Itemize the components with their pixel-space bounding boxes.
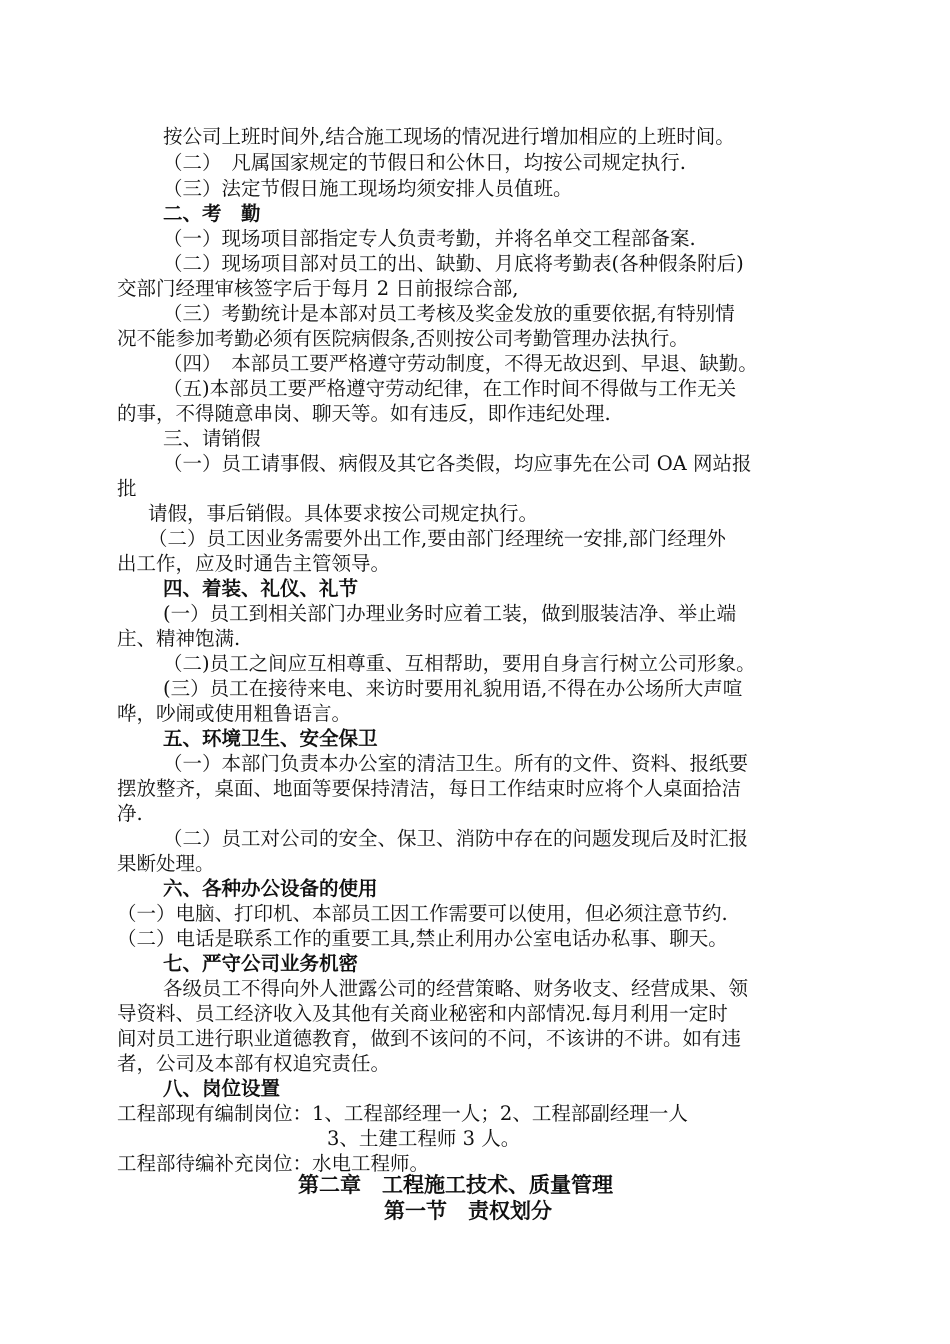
section-heading-equipment: 六、各种办公设备的使用: [163, 877, 378, 900]
paragraph-line: (一）员工到相关部门办理业务时应着工装，做到服装洁净、举止端: [163, 602, 737, 625]
paragraph-line: 工程部现有编制岗位：1、工程部经理一人；2、工程部副经理一人: [117, 1102, 688, 1125]
paragraph-line: 各级员工不得向外人泄露公司的经营策略、财务收支、经营成果、领: [163, 977, 749, 1000]
paragraph-line: 况不能参加考勤必须有医院病假条,否则按公司考勤管理办法执行。: [117, 327, 689, 350]
chapter-title: 第二章 工程施工技术、质量管理: [298, 1172, 613, 1197]
paragraph-line: （四） 本部员工要严格遵守劳动制度，不得无故迟到、早退、缺勤。: [163, 352, 758, 375]
paragraph-line: 间对员工进行职业道德教育，做到不该问的不问，不该讲的不讲。如有违: [117, 1027, 742, 1050]
paragraph-line: （一）员工请事假、病假及其它各类假，均应事先在公司 OA 网站报: [163, 452, 752, 475]
paragraph-line: 摆放整齐，桌面、地面等要保持清洁，每日工作结束时应将个人桌面拾洁: [117, 777, 742, 800]
section-heading-attendance: 二、考 勤: [163, 202, 261, 225]
paragraph-line: （一）电脑、打印机、本部员工因工作需要可以使用，但必须注意节约.: [117, 902, 728, 925]
paragraph-line: （二）员工因业务需要外出工作,要由部门经理统一安排,部门经理外: [148, 527, 726, 550]
paragraph-line: （一）现场项目部指定专人负责考勤，并将名单交工程部备案.: [163, 227, 696, 250]
paragraph-line: 庄、精神饱满.: [117, 627, 241, 650]
paragraph-line: （五)本部员工要严格遵守劳动纪律，在工作时间不得做与工作无关: [163, 377, 737, 400]
paragraph-line: 的事，不得随意串岗、聊天等。如有违反，即作违纪处理.: [117, 402, 611, 425]
paragraph-line: (三）员工在接待来电、来访时要用礼貌用语,不得在办公场所大声喧: [163, 677, 743, 700]
paragraph-line: 果断处理。: [117, 852, 215, 875]
section-heading-hygiene: 五、环境卫生、安全保卫: [163, 727, 378, 750]
paragraph-line: 导资料、员工经济收入及其他有关商业秘密和内部情况.每月利用一定时: [117, 1002, 728, 1025]
paragraph-line: （二）现场项目部对员工的出、缺勤、月底将考勤表(各种假条附后): [163, 252, 744, 275]
paragraph-line: （二)员工之间应互相尊重、互相帮助，要用自身言行树立公司形象。: [163, 652, 756, 675]
paragraph-line: （二） 凡属国家规定的节假日和公休日，均按公司规定执行.: [163, 151, 686, 174]
paragraph-line: 按公司上班时间外,结合施工现场的情况进行增加相应的上班时间。: [163, 125, 735, 148]
paragraph-line: （二）电话是联系工作的重要工具,禁止利用办公室电话办私事、聊天。: [117, 927, 728, 950]
paragraph-line: 批: [117, 477, 137, 500]
section-title: 第一节 责权划分: [384, 1198, 552, 1223]
paragraph-line: 出工作，应及时通告主管领导。: [117, 552, 391, 575]
paragraph-line: （三）法定节假日施工现场均须安排人员值班。: [163, 177, 573, 200]
section-heading-positions: 八、岗位设置: [163, 1077, 281, 1100]
paragraph-line: 交部门经理审核签字后于每月 2 日前报综合部,: [117, 277, 519, 300]
section-heading-confidentiality: 七、严守公司业务机密: [163, 952, 359, 975]
paragraph-line: 3、土建工程师 3 人。: [327, 1127, 521, 1150]
paragraph-line: 哗，吵闹或使用粗鲁语言。: [117, 702, 352, 725]
paragraph-line: 净.: [117, 802, 143, 825]
paragraph-line: 工程部待编补充岗位：水电工程师。: [117, 1152, 430, 1175]
section-heading-leave: 三、请销假: [163, 427, 261, 450]
paragraph-line: 者，公司及本部有权追究责任。: [117, 1052, 391, 1075]
section-heading-dress: 四、着装、礼仪、礼节: [163, 577, 359, 600]
paragraph-line: （二）员工对公司的安全、保卫、消防中存在的问题发现后及时汇报: [163, 827, 749, 850]
paragraph-line: （三）考勤统计是本部对员工考核及奖金发放的重要依据,有特别情: [163, 302, 735, 325]
paragraph-line: （一）本部门负责本办公室的清洁卫生。所有的文件、资料、报纸要: [163, 752, 749, 775]
paragraph-line: 请假，事后销假。具体要求按公司规定执行。: [148, 502, 539, 525]
